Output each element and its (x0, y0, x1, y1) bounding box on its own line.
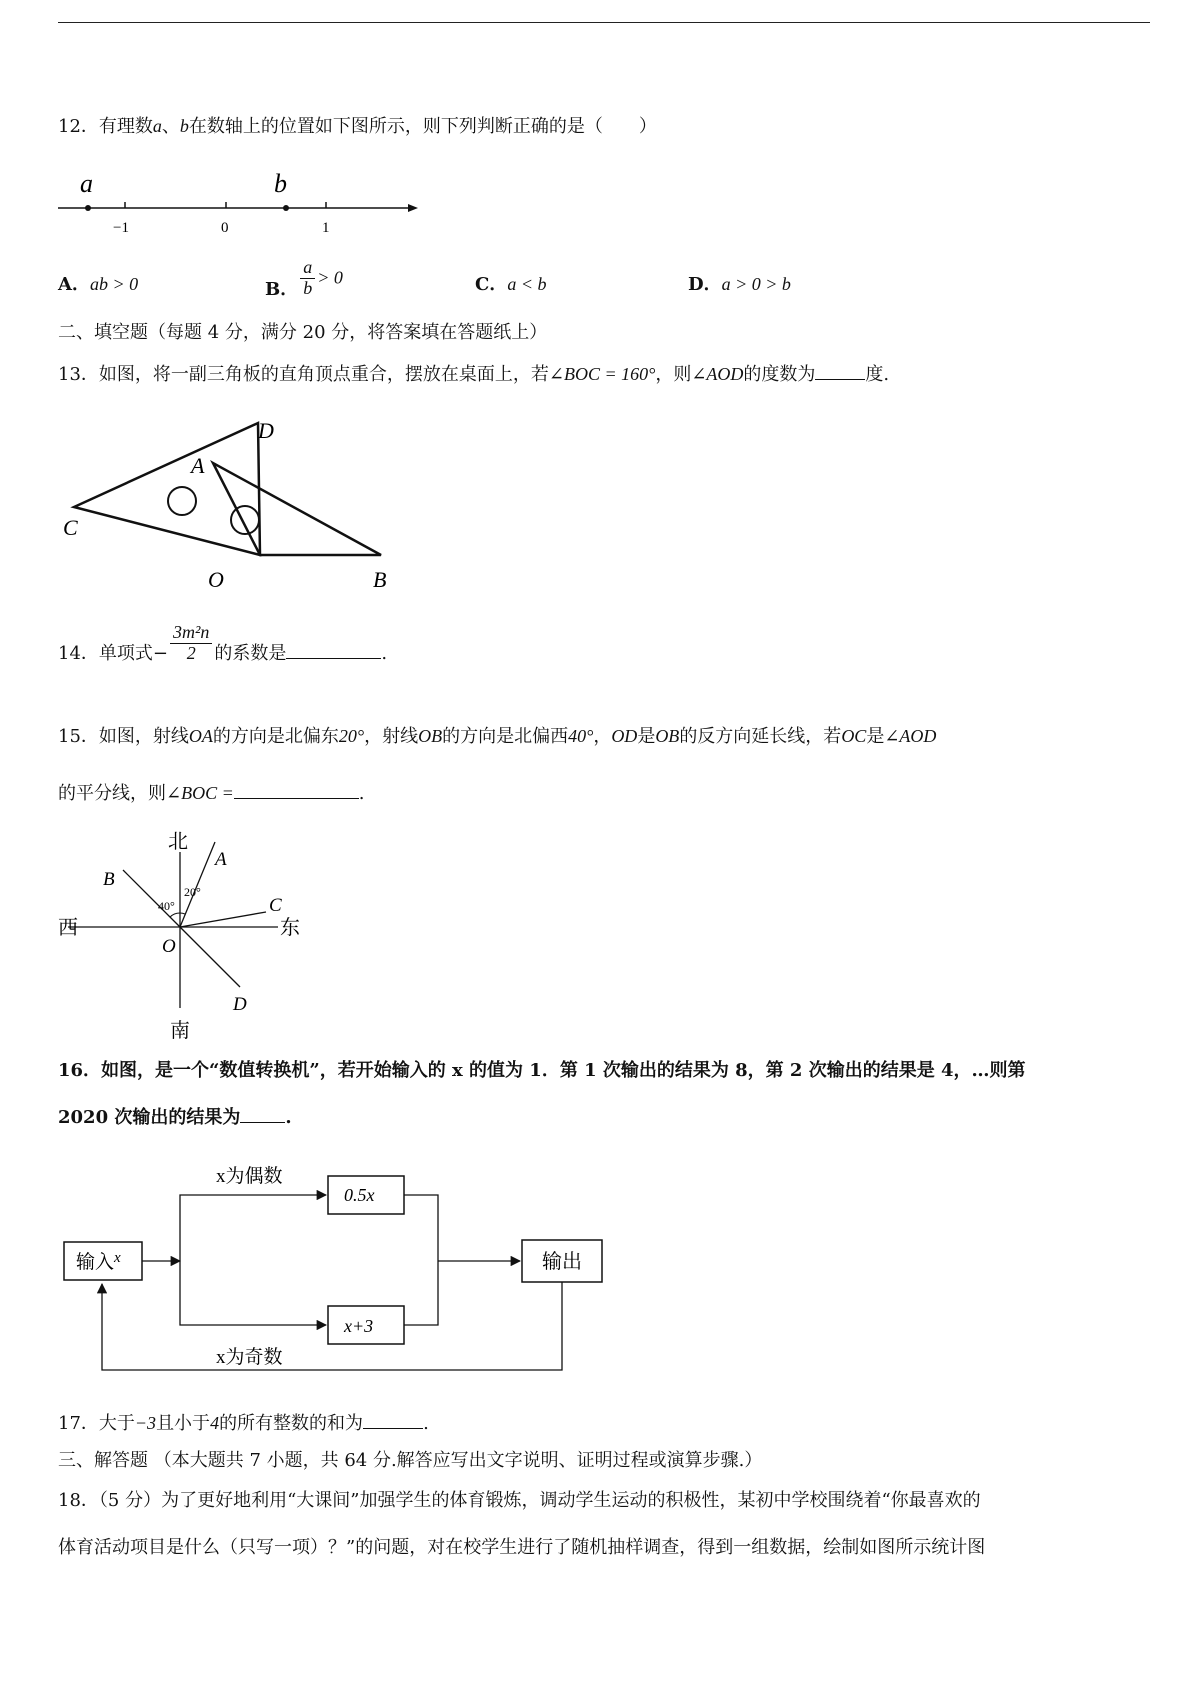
minus-sign: − (152, 643, 168, 664)
triangle-figure (58, 415, 418, 595)
label-B: B (103, 869, 115, 890)
question-16-line-2 (58, 1106, 292, 1129)
point-b (283, 205, 289, 211)
question-16-line-1 (58, 1060, 1026, 1082)
answer-blank[interactable] (815, 363, 865, 380)
angle-20-label: 20° (184, 885, 201, 899)
q17-text-2: 且小于 (156, 1413, 211, 1434)
q13-end: 度. (865, 364, 890, 385)
q12-text-2: 在数轴上的位置如下图所示，则下列判断正确的是（ ） (188, 116, 657, 137)
q17-end: . (423, 1413, 429, 1434)
question-18-line-1: 18．（5 分）为了更好地利用“大课间”加强学生的体育锻炼，调动学生运动的积极性，某初中学校围绕着“你最喜欢的 (58, 1490, 981, 1511)
compass-figure (58, 830, 318, 1040)
north-label: 北 (168, 831, 188, 853)
label-C: C (63, 515, 78, 540)
angle-20: 20° (338, 726, 365, 746)
label-a: a (80, 169, 93, 198)
section-3-heading: 三、解答题 （本大题共 7 小题，共 64 分.解答应写出文字说明、证明过程或演算步骤.） (58, 1450, 763, 1471)
angle-40-label: 40° (158, 899, 175, 913)
tick-1: 1 (322, 220, 330, 236)
south-label: 南 (170, 1020, 190, 1042)
tick-0: 0 (221, 220, 229, 236)
fraction-denominator: 2 (186, 642, 196, 663)
q13-text-3: 的度数为 (743, 364, 816, 385)
question-17 (58, 1412, 429, 1435)
option-d (688, 270, 791, 296)
q15-text: ，射线 (364, 726, 419, 747)
q14-text: 单项式 (98, 643, 153, 664)
q14-text-2: 的系数是 (214, 643, 287, 664)
q12-text: 有理数 (98, 116, 153, 137)
q14-end: . (381, 643, 388, 664)
q15-text: ， (593, 726, 612, 747)
question-number: 15． (58, 726, 99, 747)
q17-text: 大于 (98, 1413, 135, 1434)
ray-ob: OB (655, 726, 680, 746)
label-C: C (269, 895, 282, 916)
question-13 (58, 363, 889, 386)
east-label: 东 (280, 917, 300, 939)
option-letter: C． (475, 274, 508, 295)
option-expr: a > 0 > b (721, 274, 791, 294)
ray-oc: OC (841, 726, 867, 746)
option-expr: a < b (507, 274, 547, 294)
flowchart-figure (58, 1150, 618, 1380)
q15-text: 的方向是北偏东 (212, 726, 339, 747)
question-number: 13． (58, 364, 99, 385)
ray-oa: OA (188, 726, 213, 746)
question-12 (58, 116, 657, 138)
fraction-numerator: a (300, 258, 315, 279)
label-D: D (233, 994, 247, 1015)
fraction-numerator: 3m²n (170, 623, 212, 644)
fraction-denominator: b (303, 277, 313, 298)
q16-end: . (285, 1107, 292, 1128)
option-letter: B． (265, 279, 299, 301)
output-label: 输出 (542, 1251, 582, 1273)
tick-neg1: −1 (113, 220, 129, 236)
q13-text-2: ，则 (655, 364, 692, 385)
triangle-cod (74, 423, 260, 555)
q17-text-3: 的所有整数的和为 (219, 1413, 364, 1434)
label-A: A (215, 849, 227, 870)
west-label: 西 (58, 917, 78, 939)
question-18-line-2: 体育活动项目是什么（只写一项）？”的问题，对在校学生进行了随机抽样调查，得到一组数据，绘制如图所示统计图 (58, 1537, 986, 1558)
section-2-heading: 二、填空题（每题 4 分，满分 20 分，将答案填在答题纸上） (58, 322, 548, 343)
answer-blank[interactable] (363, 1412, 423, 1429)
answer-blank[interactable] (286, 642, 381, 659)
q15-text: 的方向是北偏西 (442, 726, 569, 747)
question-number: 17． (58, 1413, 99, 1434)
option-letter: D． (688, 274, 722, 295)
option-a (58, 270, 138, 296)
question-number: 14． (58, 643, 99, 664)
option-c (475, 270, 546, 296)
ray-ob: OB (418, 726, 443, 746)
q13-text: 如图，将一副三角板的直角顶点重合，摆放在桌面上，若 (98, 364, 549, 385)
q15-end: . (358, 783, 365, 804)
triangle-aob (213, 463, 381, 555)
angle-boc: ∠BOC = (166, 783, 234, 803)
odd-box-label: x+3 (344, 1316, 374, 1336)
q16-text: 如图，是一个“数值转换机”，若开始输入的 x 的值为 1．第 1 次输出的结果为 8，第 2 次输出的结果是 4，…则第 (101, 1060, 1026, 1081)
q13-expr: ∠BOC = 160° (548, 364, 656, 384)
option-expr: > 0 (317, 267, 343, 288)
question-number: 16． (58, 1060, 102, 1081)
number-4: 4 (210, 1413, 220, 1433)
question-15-line-2 (58, 782, 364, 805)
var-b: b (179, 116, 189, 136)
angle-aod: ∠AOD (884, 726, 937, 746)
q15-text: 如图，射线 (98, 726, 189, 747)
q15-text: 是 (637, 726, 656, 747)
question-number: 12． (58, 116, 99, 137)
label-B: B (373, 567, 387, 592)
q15-text: 是 (866, 726, 885, 747)
label-D: D (258, 418, 274, 443)
question-15-line-1 (58, 726, 936, 748)
answer-blank[interactable] (234, 782, 359, 799)
point-a (85, 205, 91, 211)
label-O: O (208, 567, 224, 592)
answer-blank[interactable] (240, 1106, 285, 1123)
number-line-figure (58, 170, 418, 240)
angle-40: 40° (568, 726, 594, 746)
even-box-label: 0.5x (344, 1185, 375, 1205)
header-rule (58, 22, 1150, 23)
option-expr: ab > 0 (89, 274, 139, 294)
q15-text: 的反方向延长线，若 (679, 726, 842, 747)
ray-od: OD (611, 726, 638, 746)
label-A: A (191, 453, 205, 478)
even-label: x为偶数 (216, 1166, 283, 1187)
question-14 (58, 621, 388, 665)
number-neg3: −3 (134, 1413, 157, 1433)
odd-label: x为奇数 (216, 1347, 283, 1368)
q15-text: 的平分线，则 (58, 783, 166, 804)
separator: 、 (161, 116, 180, 137)
var-a: a (152, 116, 162, 136)
option-letter: A． (58, 274, 90, 295)
label-b: b (274, 169, 287, 198)
q13-expr-2: ∠AOD (691, 364, 744, 384)
q16-text: 2020 次输出的结果为 (58, 1107, 241, 1128)
label-O: O (162, 936, 176, 957)
option-b (265, 258, 343, 299)
input-label: 输入$^x$ (76, 1250, 121, 1273)
